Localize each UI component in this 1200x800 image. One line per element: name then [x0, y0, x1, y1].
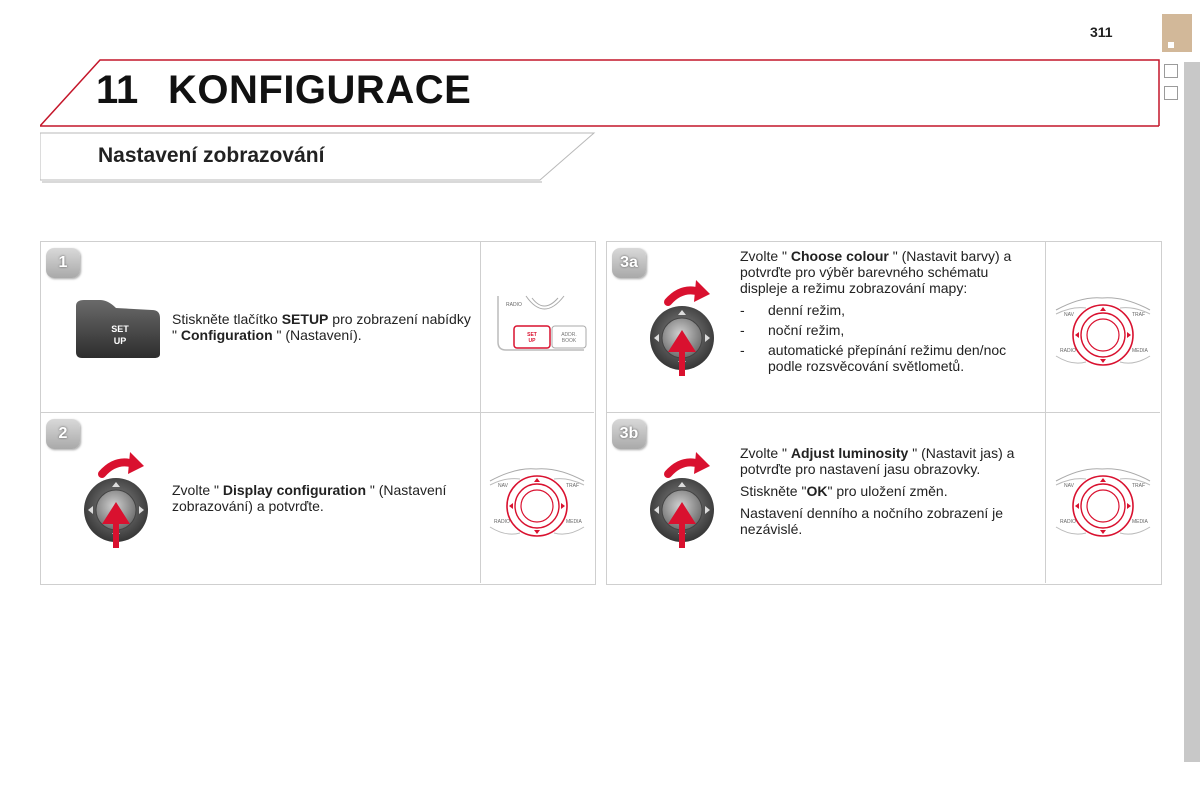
address-book-label: ADDR.: [561, 332, 577, 338]
list-item: - automatické přepínání režimu den/noc podle rozsvěcování světlometů.: [740, 342, 1007, 374]
tab-marker-square: [1164, 86, 1178, 100]
control-panel-setup-icon: [492, 292, 590, 354]
setup-button-label: SET: [111, 324, 129, 334]
chapter-number: 11: [96, 68, 139, 112]
setup-label: UP: [528, 338, 536, 344]
tab-marker-square: [1164, 64, 1178, 78]
control-panel-dial-icon: [1052, 292, 1154, 383]
step-badge: 3b: [612, 419, 646, 449]
svg-text:TRAF: TRAF: [1132, 312, 1146, 318]
list-item: - noční režim,: [740, 322, 845, 338]
svg-text:MEDIA: MEDIA: [1132, 348, 1148, 354]
page-number: 311: [1090, 24, 1113, 40]
section-title: Nastavení zobrazování: [98, 144, 325, 167]
address-book-label: BOOK: [561, 338, 577, 344]
step-2-text: Zvolte " Display configuration " (Nastavení zobrazování) a potvrďte.: [172, 482, 447, 514]
radio-label: RADIO: [506, 302, 522, 308]
control-panel-dial-icon: [486, 463, 588, 554]
svg-text:NAV: NAV: [498, 483, 508, 489]
step-badge: 2: [46, 419, 80, 449]
side-bar: [1184, 62, 1200, 762]
step-3b-text: Zvolte " Adjust luminosity " (Nastavit jas) a potvrďte pro nastavení jasu obrazovky. Stiskněte "OK" pro uložení změn. Nastavení denního a nočního zobrazení je nezávislé.: [740, 445, 1015, 537]
svg-text:NAV: NAV: [1064, 483, 1074, 489]
panel-divider: [607, 412, 1160, 413]
setup-label: SET: [527, 332, 537, 338]
chapter-tab: [1162, 14, 1192, 52]
rotary-knob-icon: [648, 452, 728, 557]
svg-text:RADIO: RADIO: [1060, 348, 1076, 354]
list-item: - denní režim,: [740, 302, 846, 318]
step-badge: 1: [46, 248, 80, 278]
svg-text:RADIO: RADIO: [1060, 519, 1076, 525]
setup-button-label: UP: [113, 336, 127, 346]
svg-text:RADIO: RADIO: [494, 519, 510, 525]
step-3a-text: Zvolte " Choose colour " (Nastavit barvy) a potvrďte pro výběr barevného schématu displeje a režimu zobrazování mapy: - denní režim, - noční režim, - automatické přepínání režimu den/noc podle rozsvěcování světlometů.: [740, 248, 1036, 374]
step-1-text: Stiskněte tlačítko SETUP pro zobrazení nabídky " Configuration " (Nastavení).: [172, 311, 471, 343]
chapter-title: KONFIGURACE: [168, 68, 472, 112]
rotary-knob-icon: [648, 280, 728, 385]
setup-button-icon: [72, 296, 164, 362]
control-panel-dial-icon: [1052, 463, 1154, 554]
svg-text:TRAF: TRAF: [1132, 483, 1146, 489]
svg-text:MEDIA: MEDIA: [566, 519, 582, 525]
svg-text:MEDIA: MEDIA: [1132, 519, 1148, 525]
rotary-knob-icon: [82, 452, 162, 557]
step-badge: 3a: [612, 248, 646, 278]
svg-text:NAV: NAV: [1064, 312, 1074, 318]
svg-text:TRAF: TRAF: [566, 483, 580, 489]
panel-divider: [41, 412, 594, 413]
